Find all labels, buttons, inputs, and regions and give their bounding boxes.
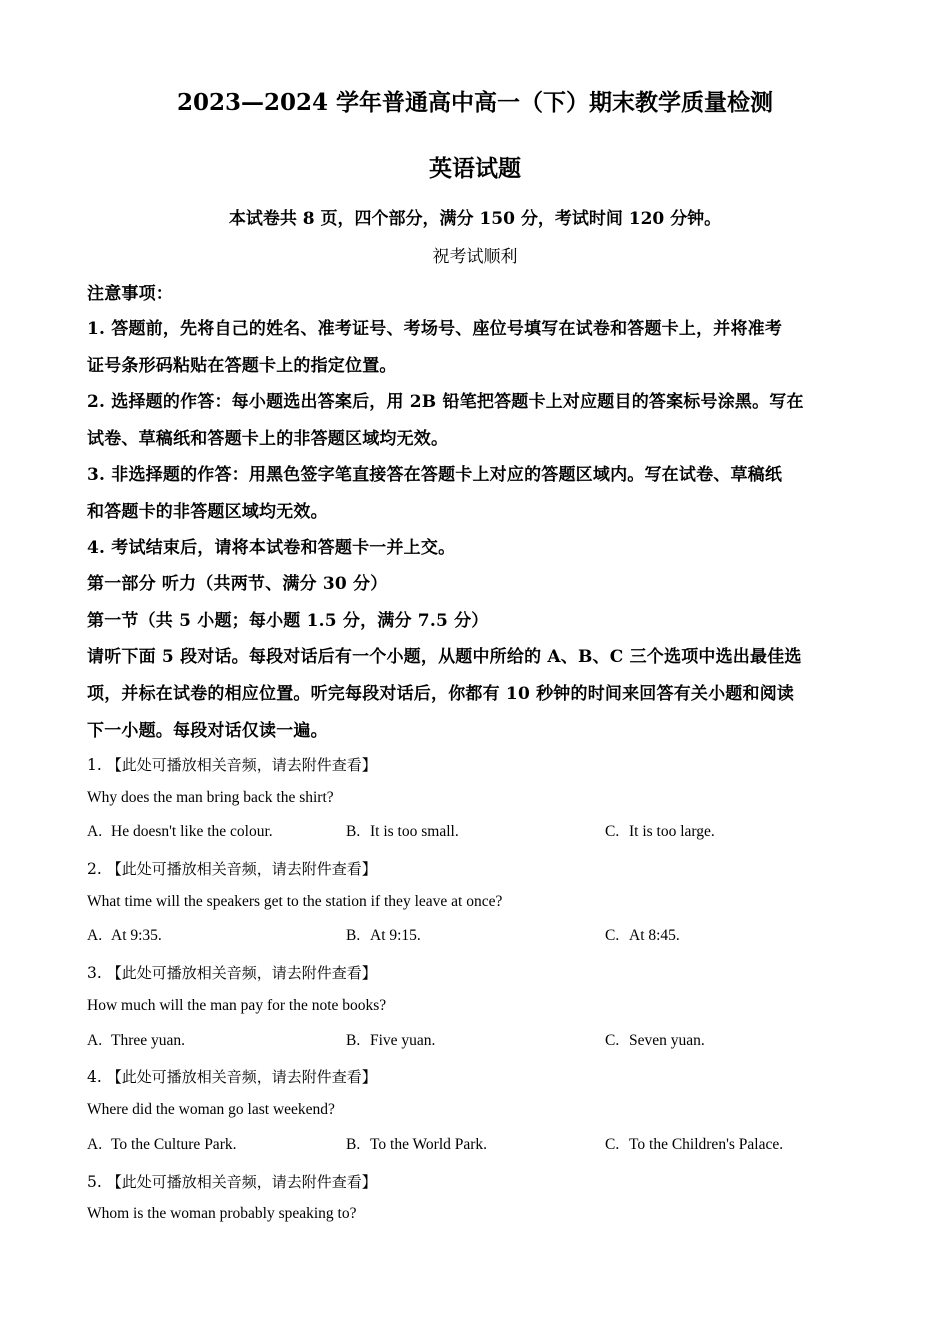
option-c[interactable] xyxy=(605,1032,705,1050)
option-text: Five yuan. xyxy=(370,1032,436,1049)
note-2-line-1: 2. 选择题的作答：每小题选出答案后，用 2B 铅笔把答题卡上对应题目的答案标号涂黑。写在 xyxy=(87,392,804,412)
note-1-line-2: 证号条形码粘贴在答题卡上的指定位置。 xyxy=(87,356,397,376)
question-text: Where did the woman go last weekend? xyxy=(87,1101,335,1118)
option-letter: A. xyxy=(87,1136,103,1153)
option-letter: A. xyxy=(87,927,103,944)
audio-placeholder[interactable]: 【此处可播放相关音频，请去附件查看】 xyxy=(106,1068,377,1086)
option-text: To the Children's Palace. xyxy=(629,1136,784,1153)
option-letter: B. xyxy=(346,823,361,840)
option-text: At 9:15. xyxy=(370,927,421,944)
option-c[interactable] xyxy=(605,823,715,841)
part1-heading: 第一部分 听力（共两节、满分 30 分） xyxy=(87,574,388,594)
option-letter: B. xyxy=(346,927,361,944)
option-text: At 9:35. xyxy=(111,927,162,944)
question-header xyxy=(87,1171,377,1192)
option-a[interactable] xyxy=(87,823,273,841)
option-text: He doesn't like the colour. xyxy=(111,823,273,840)
exam-subtitle: 英语试题 xyxy=(429,155,521,182)
question-header xyxy=(87,858,377,879)
question-number: 4. xyxy=(87,1068,102,1086)
question-number: 1. xyxy=(87,756,102,774)
option-text: It is too large. xyxy=(629,823,715,840)
exam-title: 2023—2024 学年普通高中高一（下）期末教学质量检测 xyxy=(176,89,774,116)
option-text: Three yuan. xyxy=(111,1032,186,1049)
audio-placeholder[interactable]: 【此处可播放相关音频，请去附件查看】 xyxy=(106,1173,377,1191)
section1-heading: 第一节（共 5 小题；每小题 1.5 分，满分 7.5 分） xyxy=(87,611,489,631)
exam-blessing: 祝考试顺利 xyxy=(432,247,518,267)
option-text: Seven yuan. xyxy=(629,1032,705,1049)
option-letter: C. xyxy=(605,1032,620,1049)
option-c[interactable] xyxy=(605,927,680,945)
option-b[interactable] xyxy=(346,1136,487,1154)
instructions-line-3: 下一小题。每段对话仅读一遍。 xyxy=(87,721,328,741)
option-a[interactable] xyxy=(87,927,162,945)
option-letter: A. xyxy=(87,823,103,840)
option-text: To the Culture Park. xyxy=(111,1136,237,1153)
audio-placeholder[interactable]: 【此处可播放相关音频，请去附件查看】 xyxy=(106,964,377,982)
note-4: 4. 考试结束后，请将本试卷和答题卡一并上交。 xyxy=(87,538,456,558)
note-3-line-1: 3. 非选择题的作答：用黑色签字笔直接答在答题卡上对应的答题区域内。写在试卷、草稿纸 xyxy=(87,465,783,485)
option-b[interactable] xyxy=(346,823,459,841)
question-number: 5. xyxy=(87,1173,102,1191)
question-text: What time will the speakers get to the station if they leave at once? xyxy=(87,893,503,910)
question-text: Why does the man bring back the shirt? xyxy=(87,789,334,806)
instructions-line-1: 请听下面 5 段对话。每段对话后有一个小题，从题中所给的 A、B、C 三个选项中选出最佳选 xyxy=(87,647,802,667)
option-letter: C. xyxy=(605,1136,620,1153)
option-text: To the World Park. xyxy=(370,1136,488,1153)
option-letter: B. xyxy=(346,1032,361,1049)
note-3-line-2: 和答题卡的非答题区域均无效。 xyxy=(87,502,328,522)
instructions-line-2: 项，并标在试卷的相应位置。听完每段对话后，你都有 10 秒钟的时间来回答有关小题和阅读 xyxy=(87,684,795,704)
audio-placeholder[interactable]: 【此处可播放相关音频，请去附件查看】 xyxy=(106,756,377,774)
option-text: It is too small. xyxy=(370,823,459,840)
exam-info: 本试卷共 8 页，四个部分，满分 150 分，考试时间 120 分钟。 xyxy=(228,209,722,229)
option-b[interactable] xyxy=(346,927,421,945)
option-letter: C. xyxy=(605,927,620,944)
question-text: How much will the man pay for the note books? xyxy=(87,997,387,1014)
question-text: Whom is the woman probably speaking to? xyxy=(87,1205,357,1222)
option-text: At 8:45. xyxy=(629,927,680,944)
option-letter: B. xyxy=(346,1136,361,1153)
option-c[interactable] xyxy=(605,1136,783,1154)
option-b[interactable] xyxy=(346,1032,435,1050)
note-1-line-1: 1. 答题前，先将自己的姓名、准考证号、考场号、座位号填写在试卷和答题卡上，并将准考 xyxy=(87,319,783,339)
question-number: 3. xyxy=(87,964,102,982)
question-number: 2. xyxy=(87,860,102,878)
notes-heading: 注意事项： xyxy=(87,284,173,304)
audio-placeholder[interactable]: 【此处可播放相关音频，请去附件查看】 xyxy=(106,860,377,878)
question-header xyxy=(87,962,377,983)
option-a[interactable] xyxy=(87,1032,185,1050)
question-header xyxy=(87,754,377,775)
option-a[interactable] xyxy=(87,1136,236,1154)
note-2-line-2: 试卷、草稿纸和答题卡上的非答题区域均无效。 xyxy=(87,429,449,449)
option-letter: A. xyxy=(87,1032,103,1049)
question-header xyxy=(87,1066,377,1087)
option-letter: C. xyxy=(605,823,620,840)
